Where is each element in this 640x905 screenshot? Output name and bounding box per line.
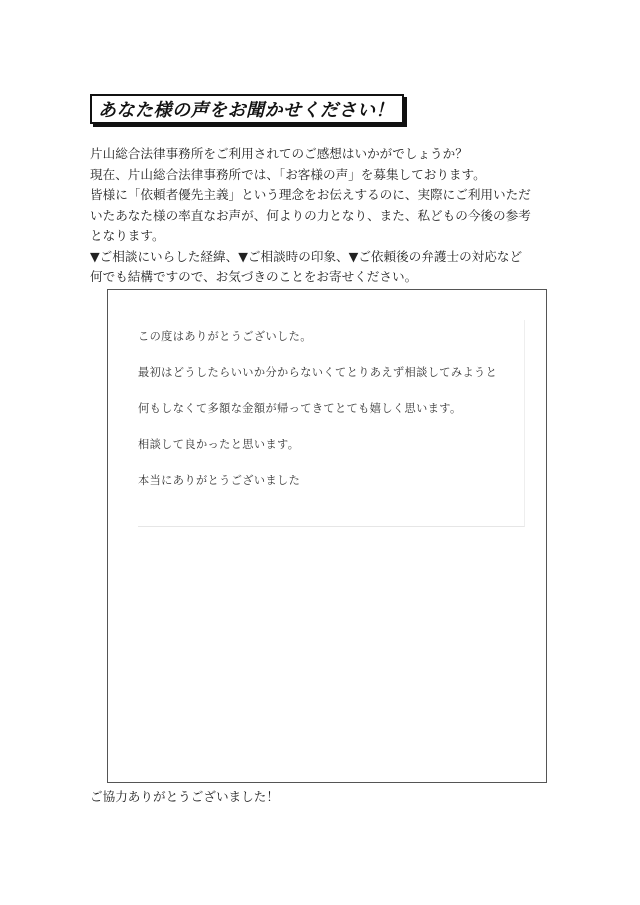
- footer-thanks: ご協力ありがとうございました！: [90, 789, 279, 804]
- intro-line: となります。: [90, 228, 165, 243]
- intro-line: 皆様に「依頼者優先主義」という理念をお伝えするのに、実際にご利用いただ: [90, 187, 531, 202]
- comment-box: [107, 289, 547, 783]
- title-box: [90, 94, 404, 124]
- intro-text: [90, 144, 560, 288]
- intro-line: 片山総合法律事務所をご利用されてのご感想はいかがでしょうか？: [90, 146, 468, 161]
- handwritten-comment-area: [138, 320, 525, 527]
- intro-line: いたあなた様の率直なお声が、何よりの力となり、また、私どもの今後の参考: [90, 207, 531, 223]
- comment-line: 最初はどうしたらいいか分からないくてとりあえず相談してみようと: [138, 366, 498, 379]
- comment-line: この度はありがとうございした。: [138, 330, 312, 343]
- intro-line: 現在、片山総合法律事務所では、「お客様の声」を募集しております。: [90, 166, 486, 182]
- intro-line: 何でも結構ですので、お気づきのことをお寄せください。: [90, 269, 418, 284]
- comment-line: 何もしなくて多額な金額が帰ってきてとても嬉しく思います。: [138, 402, 462, 415]
- comment-line: 相談して良かったと思います。: [138, 438, 300, 451]
- comment-line: 本当にありがとうございました: [138, 474, 301, 487]
- page-title: あなた様の声をお聞かせください！: [98, 100, 394, 121]
- intro-line: ▼ご相談にいらした経緯、▼ご相談時の印象、▼ご依頼後の弁護士の対応など: [90, 248, 523, 264]
